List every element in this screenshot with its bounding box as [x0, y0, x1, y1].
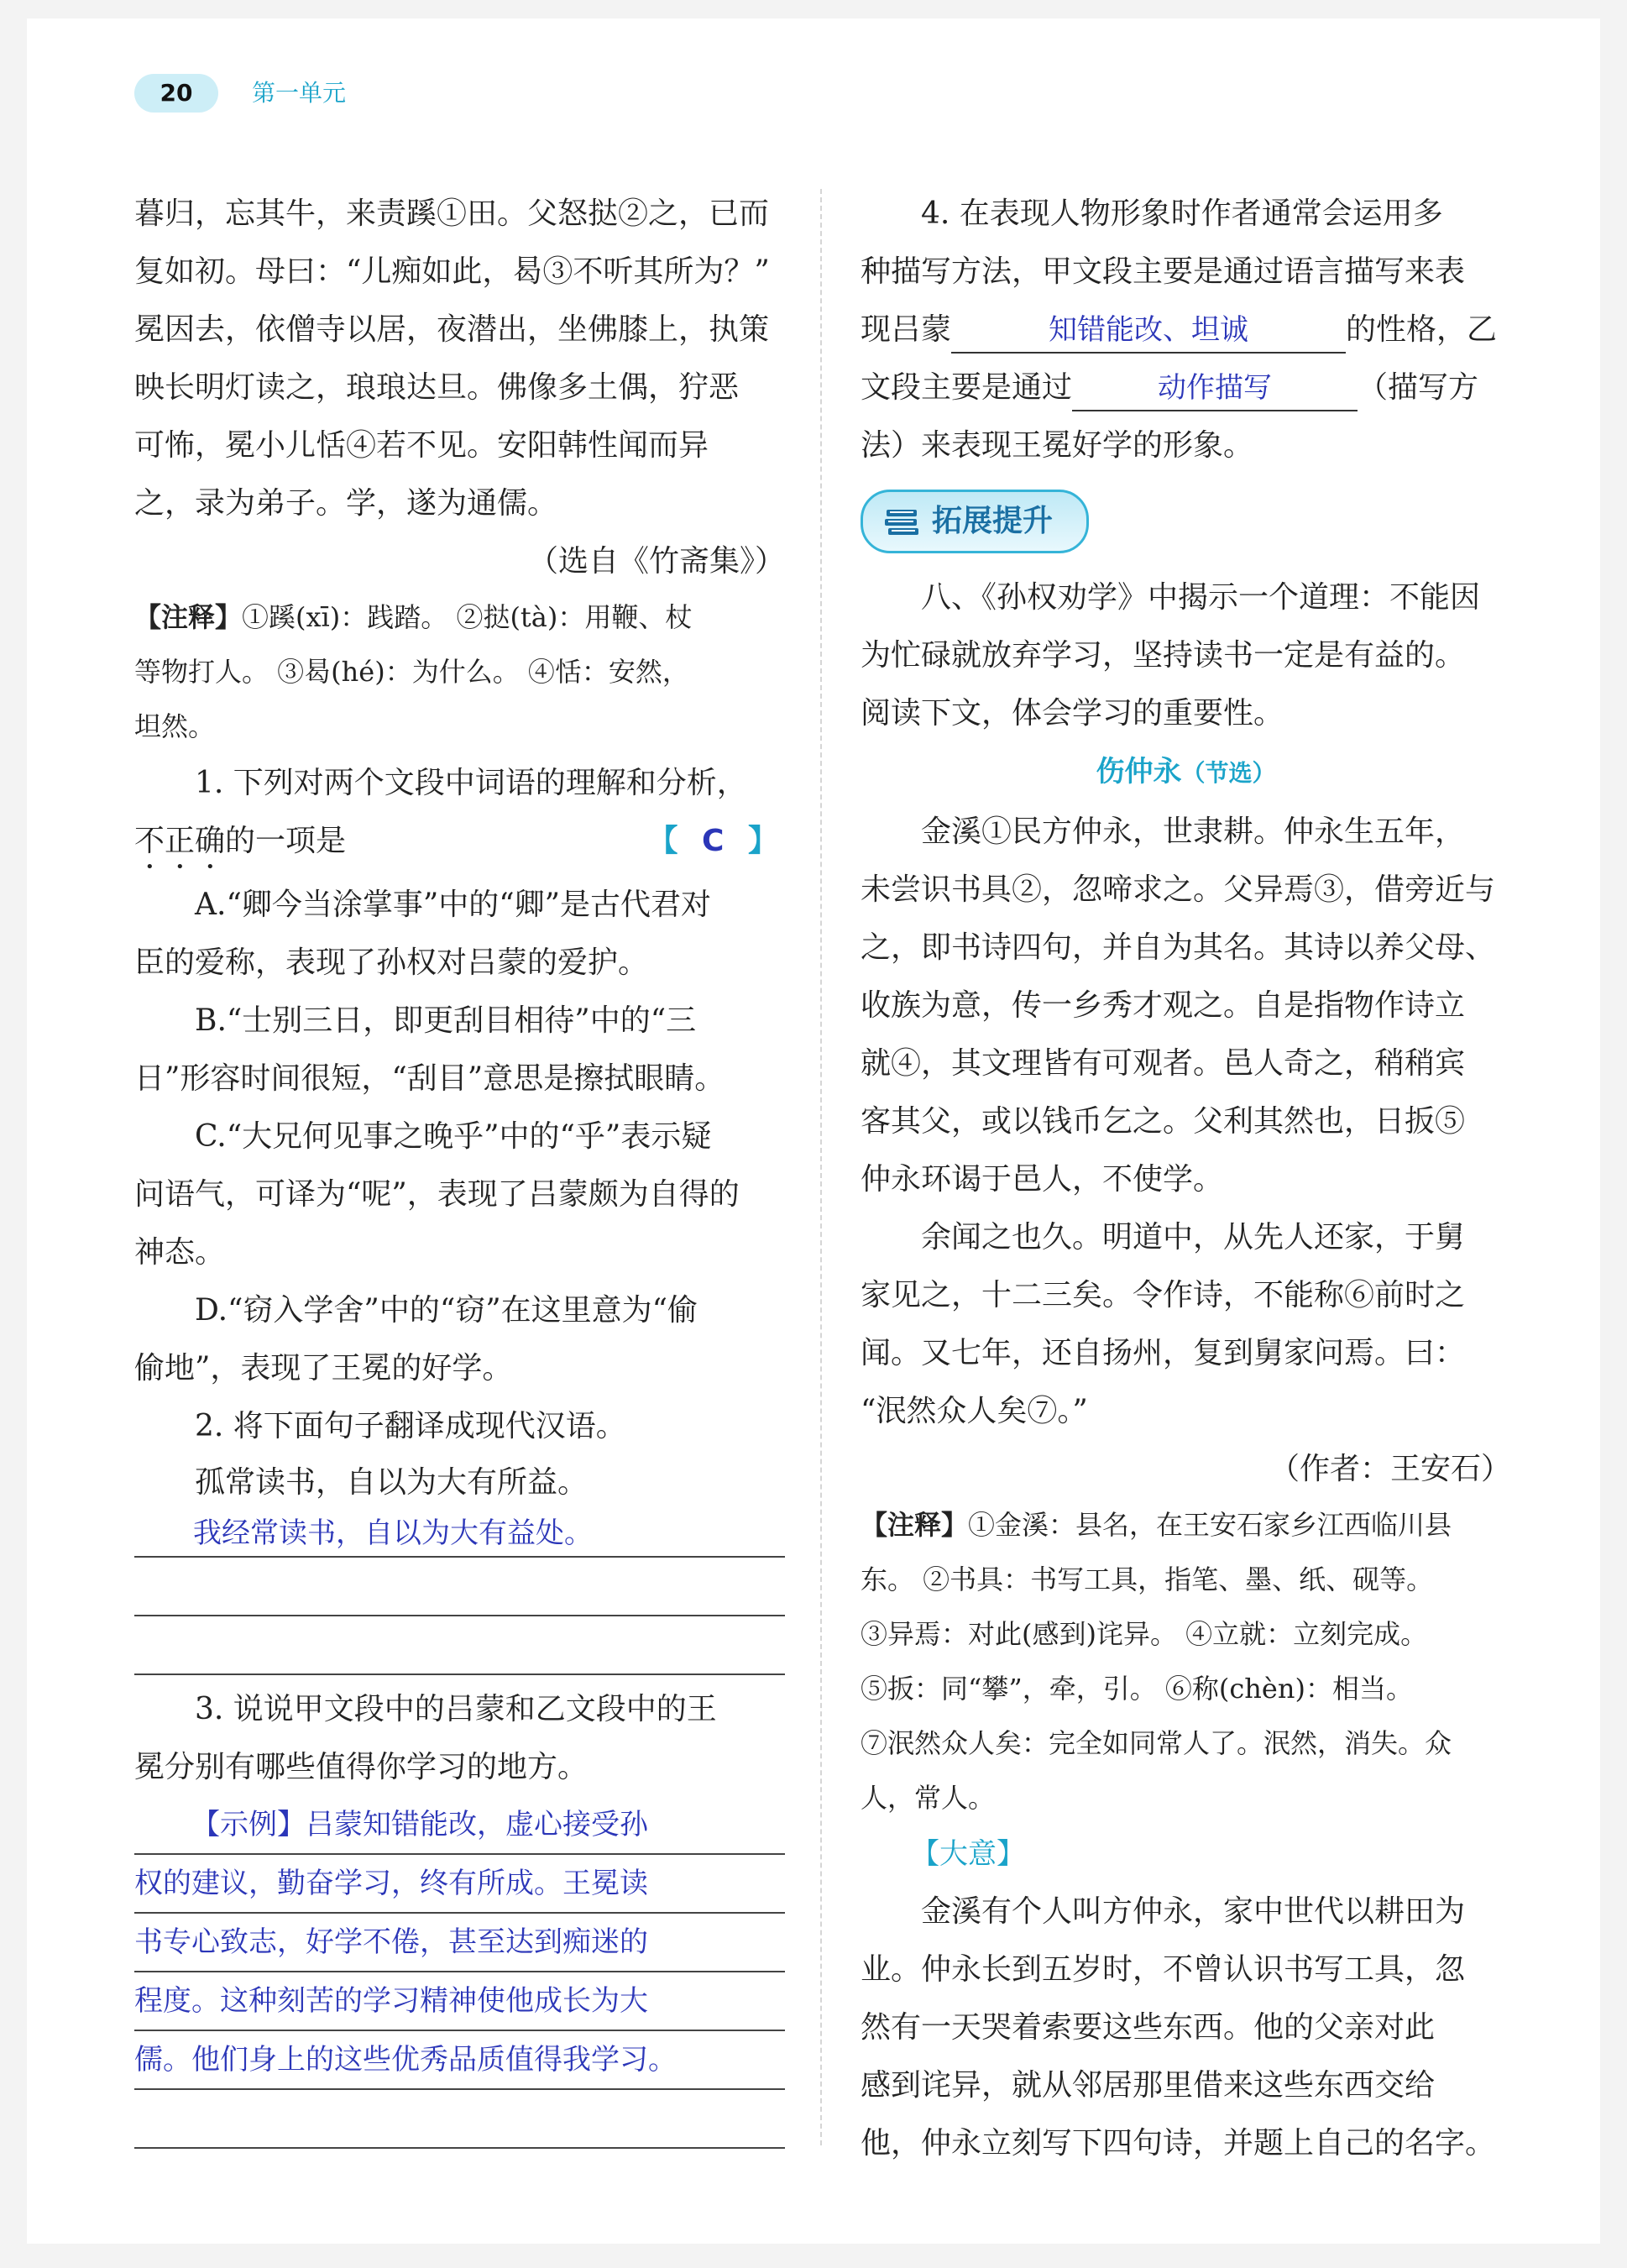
- bracket-close: 】: [747, 824, 785, 858]
- unit-title: 第一单元: [252, 79, 347, 107]
- passage-line: 仲永环谒于邑人，不使学。: [861, 1162, 1224, 1197]
- q2-answer-line: [134, 1511, 785, 1558]
- intro-line: 八、《孙权劝学》中揭示一个道理：不能因: [921, 580, 1481, 615]
- note-line: 人，常人。: [861, 1782, 996, 1814]
- q4-line-4: [861, 359, 1511, 416]
- q1-option: A.“卿今当涂掌事”中的“卿”是古代君对: [195, 888, 712, 922]
- q2-sentence: 孤常读书，自以为大有所益。: [195, 1465, 589, 1500]
- q1-option: 臣的爱称，表现了孙权对吕蒙的爱护。: [134, 945, 649, 980]
- note-line: ③异焉：对此(感到)诧异。 ④立就：立刻完成。: [861, 1618, 1428, 1650]
- q1-option: D.“窃入学舍”中的“窃”在这里意为“偷: [195, 1293, 698, 1328]
- gist-line: 感到诧异，就从邻居那里借来这些东西交给: [861, 2068, 1436, 2103]
- passage-line: “泯然众人矣⑦。”: [861, 1394, 1088, 1428]
- passage-author: （作者：王安石）: [1269, 1452, 1511, 1486]
- answer-blank-line: [134, 1558, 785, 1616]
- passage-line: 闻。又七年，还自扬州，复到舅家问焉。曰：: [861, 1336, 1466, 1370]
- passage-line: 暮归，忘其牛，来责蹊①田。父怒挞②之，已而: [134, 196, 770, 231]
- gist-line: 金溪有个人叫方仲永，家中世代以耕田为: [921, 1894, 1466, 1929]
- gist-translation: [861, 1883, 1511, 2172]
- note-line: 坦然。: [134, 710, 216, 742]
- answer-blank-line: [134, 2090, 785, 2149]
- q4-text: 文段主要是通过: [861, 370, 1073, 405]
- q4-text: （描写方: [1358, 370, 1479, 405]
- passage-line: 客其父，或以钱币乞之。父利其然也，日扳⑤: [861, 1104, 1466, 1139]
- q3-answer-line: 权的建议，勤奋学习，终有所成。王冕读: [134, 1855, 785, 1914]
- passage-title: [861, 742, 1511, 803]
- intro-line: 阅读下文，体会学习的重要性。: [861, 696, 1284, 731]
- note-label: 【注释】: [861, 1509, 969, 1541]
- passage-line: 映长明灯读之，琅琅达旦。佛像多土偶，狞恶: [134, 370, 740, 405]
- q4-line: 种描写方法，甲文段主要是通过语言描写来表: [861, 254, 1466, 289]
- q1-stem-2: [134, 812, 785, 876]
- q1-stem: 1. 下列对两个文段中词语的理解和分析，: [195, 766, 747, 800]
- annotations: [134, 590, 785, 754]
- q4-text: 现吕蒙: [861, 312, 952, 347]
- q3-answer-line: 书专心致志，好学不倦，甚至达到痴迷的: [134, 1914, 785, 1972]
- answer-bracket: [647, 812, 785, 870]
- passage-line: 复如初。母曰：“儿痴如此，曷③不听其所为？”: [134, 254, 770, 289]
- q1-option: C.“大兄何见事之晚乎”中的“乎”表示疑: [195, 1119, 712, 1154]
- title-text: 伤仲永: [1096, 755, 1182, 788]
- q1-option: 神态。: [134, 1235, 226, 1270]
- banner-title: 拓展提升: [932, 504, 1054, 538]
- section-banner: [861, 490, 1089, 553]
- passage-source: （选自《竹斋集》）: [527, 544, 785, 579]
- page-number: 20: [134, 74, 218, 113]
- annotations: [861, 1498, 1511, 1825]
- note-line: 等物打人。 ③曷(hé)：为什么。 ④恬：安然，: [134, 656, 689, 688]
- note-label: 【注释】: [134, 601, 243, 633]
- passage-line: 之，录为弟子。学，遂为通儒。: [134, 486, 558, 521]
- note-line: ①金溪：县名，在王安石家乡江西临川县: [968, 1509, 1452, 1541]
- q1-option: 问语气，可译为“呢”，表现了吕蒙颇为自得的: [134, 1177, 740, 1212]
- passage-line: 之，即书诗四句，并自为其名。其诗以养父母、: [861, 930, 1496, 965]
- q3-stem-2: 冕分别有哪些值得你学习的地方。: [134, 1750, 589, 1784]
- passage-line: 冕因去，依僧寺以居，夜潜出，坐佛膝上，执策: [134, 312, 770, 347]
- column-divider: [820, 189, 822, 2145]
- passage-line: 余闻之也久。明道中，从先人还家，于舅: [921, 1220, 1466, 1254]
- q1-stem-suffix: 的一项是: [225, 824, 347, 858]
- intro-line: 为忙碌就放弃学习，坚持读书一定是有益的。: [861, 638, 1466, 673]
- question-3: [134, 1680, 785, 2149]
- q1-option: 偷地”，表现了王冕的好学。: [134, 1351, 513, 1385]
- note-line: ⑦泯然众人矣：完全如同常人了。泯然，消失。众: [861, 1727, 1452, 1759]
- note-line: 东。 ②书具：书写工具，指笔、墨、纸、砚等。: [861, 1564, 1434, 1595]
- q4-answer-1: 知错能改、坦诚: [951, 308, 1346, 354]
- passage-excerpt: [134, 185, 785, 532]
- note-line: ⑤扳：同“攀”，牵，引。 ⑥称(chèn)：相当。: [861, 1673, 1413, 1705]
- q4-line-3: [861, 301, 1511, 359]
- left-column: [134, 185, 785, 2149]
- q3-stem: 3. 说说甲文段中的吕蒙和乙文段中的王: [195, 1692, 717, 1726]
- q4-answer-2: 动作描写: [1072, 366, 1358, 411]
- q4-text: 的性格，乙: [1346, 312, 1498, 347]
- q3-answer-line: 儒。他们身上的这些优秀品质值得我学习。: [134, 2031, 785, 2090]
- gist-line: 他，仲永立刻写下四句诗，并题上自己的名字。: [861, 2126, 1496, 2161]
- q1-option: B.“士别三日，即更刮目相待”中的“三: [195, 1003, 697, 1038]
- question-4: [861, 185, 1511, 474]
- title-note: （节选）: [1181, 759, 1276, 787]
- q3-answer-line: 【示例】吕蒙知错能改，虚心接受孙: [134, 1796, 785, 1855]
- q2-answer: 我经常读书，自以为大有益处。: [193, 1516, 593, 1550]
- passage-line: 收族为意，传一乡秀才观之。自是指物作诗立: [861, 988, 1466, 1023]
- extension-intro: [861, 568, 1511, 742]
- passage-line: 金溪①民方仲永，世隶耕。仲永生五年，: [921, 814, 1466, 849]
- passage-shangzhongyong: [861, 803, 1511, 1440]
- bracket-open: 【: [647, 824, 685, 858]
- passage-line: 家见之，十二三矣。令作诗，不能称⑥前时之: [861, 1278, 1466, 1312]
- q1-answer: C: [702, 824, 731, 858]
- q1-option: 日”形容时间很短，“刮目”意思是擦拭眼睛。: [134, 1061, 725, 1096]
- passage-line: 可怖，冕小儿恬④若不见。安阳韩性闻而异: [134, 428, 709, 463]
- right-column: [861, 185, 1511, 2172]
- gist-line: 然有一天哭着索要这些东西。他的父亲对此: [861, 2010, 1436, 2045]
- question-2: [134, 1397, 785, 1675]
- gist-label: 【大意】: [911, 1837, 1025, 1871]
- q4-line: 4. 在表现人物形象时作者通常会运用多: [921, 196, 1443, 231]
- answer-blank-line: [134, 1616, 785, 1675]
- question-1: [134, 754, 785, 1397]
- gist-line: 业。仲永长到五岁时，不曾认识书写工具，忽: [861, 1952, 1466, 1987]
- passage-line: 就④，其文理皆有可观者。邑人奇之，稍稍宾: [861, 1046, 1466, 1081]
- emphasis-text: 不正确: [134, 824, 226, 858]
- books-icon: [883, 508, 920, 537]
- note-line: ①蹊(xī)：践踏。 ②挞(tà)：用鞭、杖: [242, 601, 693, 633]
- passage-line: 未尝识书具②，忽啼求之。父异焉③，借旁近与: [861, 872, 1496, 907]
- q4-line: 法）来表现王冕好学的形象。: [861, 428, 1254, 463]
- q2-stem: 2. 将下面句子翻译成现代汉语。: [195, 1409, 626, 1443]
- q3-answer-line: 程度。这种刻苦的学习精神使他成长为大: [134, 1972, 785, 2031]
